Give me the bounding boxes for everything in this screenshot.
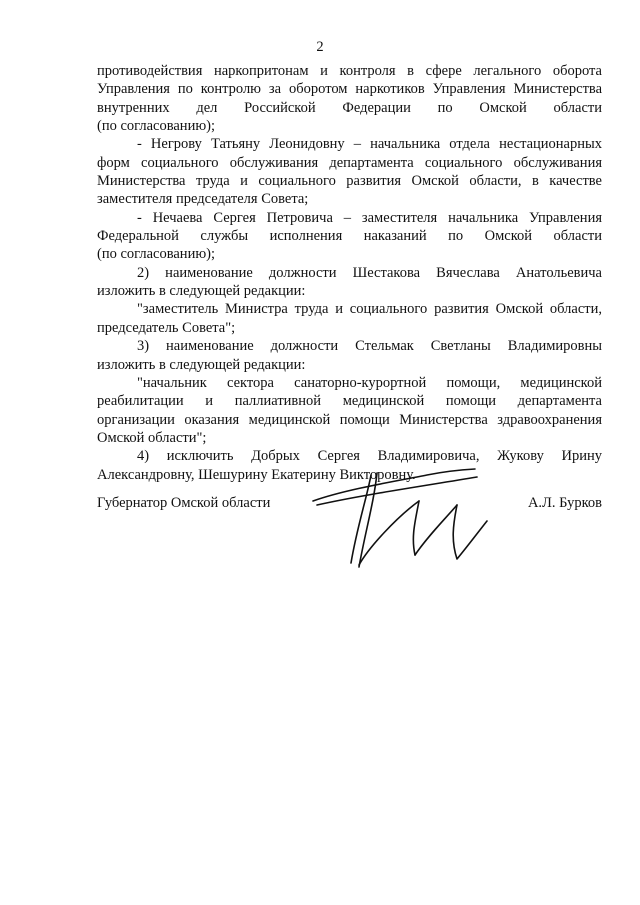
text-line: (по согласованию);	[97, 118, 216, 135]
text-line: Омской области";	[97, 429, 207, 446]
signatory-name: А.Л. Бурков	[527, 495, 602, 511]
text-line: Федеральной службы исполнения наказаний по Омской области	[97, 228, 602, 245]
text-line: 4) исключить Добрых Сергея Владимировича, Жукову Ирину	[137, 448, 602, 465]
text-line: Управления по контролю за оборотом наркотиков Управления Министерства	[97, 81, 602, 98]
text-line: организации оказания медицинской помощи Министерства здравоохранения	[97, 411, 602, 428]
text-line: (по согласованию);	[97, 246, 216, 263]
text-line: противодействия наркопритонам и контроля в сфере легального оборота	[97, 63, 602, 79]
text-line: изложить в следующей редакции:	[97, 283, 306, 300]
text-line: реабилитации и паллиативной медицинской помощи департамента	[97, 393, 602, 410]
text-line: Министерства труда и социального развития Омской области, в качестве	[97, 173, 602, 190]
text-line: председатель Совета";	[97, 319, 236, 336]
text-line: изложить в следующей редакции:	[97, 356, 306, 373]
handwritten-signature	[307, 467, 507, 572]
text-line: 2) наименование должности Шестакова Вячеслава Анатольевича	[137, 264, 602, 281]
text-line: "заместитель Министра труда и социального развития Омской области,	[137, 301, 602, 318]
page-number: 2	[316, 39, 324, 55]
signature-block	[97, 494, 602, 584]
text-line: Александровну, Шешурину Екатерину Викторовну.	[97, 466, 416, 483]
text-line: - Негрову Татьяну Леонидовну – начальника отдела нестационарных	[137, 136, 602, 153]
text-line: заместителя председателя Совета;	[97, 191, 309, 208]
signatory-title: Губернатор Омской области	[97, 495, 271, 511]
text-line: "начальник сектора санаторно-курортной помощи, медицинской	[137, 374, 602, 391]
text-line: 3) наименование должности Стельмак Светланы Владимировны	[137, 338, 602, 355]
text-line: форм социального обслуживания департамента социального обслуживания	[97, 154, 602, 171]
text-line: внутренних дел Российской Федерации по Омской области	[97, 99, 602, 116]
document-body	[97, 62, 602, 484]
text-line: - Нечаева Сергея Петровича – заместителя начальника Управления	[137, 209, 602, 226]
